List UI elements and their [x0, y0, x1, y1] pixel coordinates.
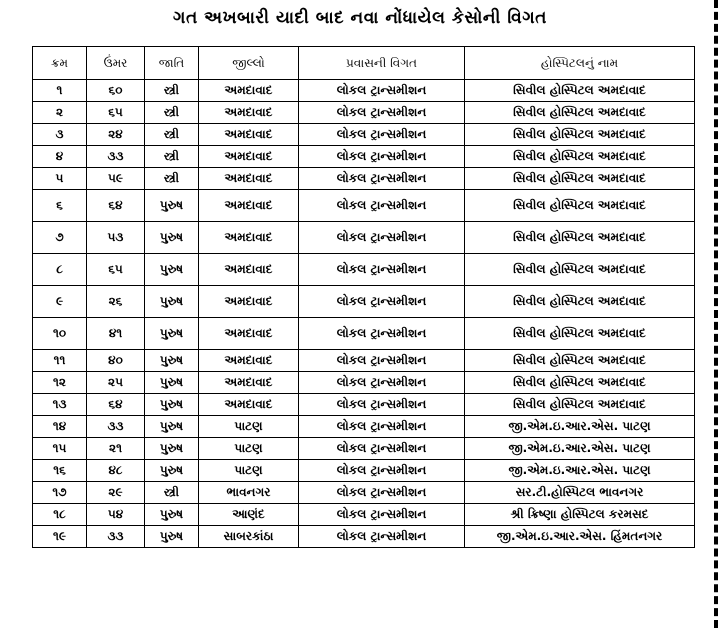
cell-hospital: જી.એમ.ઇ.આર.એસ. હિંમતનગર [465, 526, 695, 548]
header-age: ઉંમર [87, 47, 145, 80]
cell-travel: લોકલ ટ્રાન્સમીશન [299, 190, 465, 222]
cell-age: ૪૦ [87, 350, 145, 372]
cell-travel: લોકલ ટ્રાન્સમીશન [299, 318, 465, 350]
cell-serial: ૧૩ [33, 394, 87, 416]
cell-travel: લોકલ ટ્રાન્સમીશન [299, 254, 465, 286]
cell-age: ૬૪ [87, 394, 145, 416]
table-row [33, 504, 695, 526]
table-row [33, 482, 695, 504]
cell-travel: લોકલ ટ્રાન્સમીશન [299, 124, 465, 146]
cell-gender: પુરુષ [145, 460, 199, 482]
cell-serial: ૮ [33, 254, 87, 286]
cell-hospital: સિવીલ હોસ્પિટલ અમદાવાદ [465, 146, 695, 168]
cell-gender: સ્ત્રી [145, 482, 199, 504]
cell-gender: પુરુષ [145, 438, 199, 460]
table-row [33, 124, 695, 146]
document-title: ગત અખબારી યાદી બાદ નવા નોંધાયેલ કેસોની વિગત [173, 8, 547, 28]
cell-gender: સ્ત્રી [145, 124, 199, 146]
cell-hospital: શ્રી ક્રિષ્ણા હોસ્પિટલ કરમસદ [465, 504, 695, 526]
cell-age: ૩૩ [87, 526, 145, 548]
cell-serial: ૧૬ [33, 460, 87, 482]
table-row [33, 526, 695, 548]
cell-travel: લોકલ ટ્રાન્સમીશન [299, 460, 465, 482]
cell-age: ૬૫ [87, 254, 145, 286]
cell-hospital: સિવીલ હોસ્પિટલ અમદાવાદ [465, 168, 695, 190]
cell-age: ૬૦ [87, 80, 145, 102]
cell-hospital: સિવીલ હોસ્પિટલ અમદાવાદ [465, 80, 695, 102]
cell-hospital: સિવીલ હોસ્પિટલ અમદાવાદ [465, 102, 695, 124]
cell-serial: ૩ [33, 124, 87, 146]
cell-hospital: સિવીલ હોસ્પિટલ અમદાવાદ [465, 372, 695, 394]
table-row [33, 146, 695, 168]
cell-hospital: જી.એમ.ઇ.આર.એસ. પાટણ [465, 460, 695, 482]
cell-serial: ૧૧ [33, 350, 87, 372]
cell-district: સાબરકાંઠા [199, 526, 299, 548]
cell-gender: પુરુષ [145, 190, 199, 222]
cell-hospital: સર.ટી.હોસ્પિટલ ભાવનગર [465, 482, 695, 504]
cell-district: ભાવનગર [199, 482, 299, 504]
cell-district: આણંદ [199, 504, 299, 526]
table-header-row [33, 47, 695, 80]
table-row [33, 222, 695, 254]
cell-hospital: સિવીલ હોસ્પિટલ અમદાવાદ [465, 394, 695, 416]
page-edge-border [714, 0, 718, 628]
cell-travel: લોકલ ટ્રાન્સમીશન [299, 80, 465, 102]
cell-gender: પુરુષ [145, 504, 199, 526]
cell-gender: પુરુષ [145, 222, 199, 254]
cell-gender: પુરુષ [145, 372, 199, 394]
cell-age: ૨૪ [87, 124, 145, 146]
cell-age: ૨૧ [87, 438, 145, 460]
cell-district: અમદાવાદ [199, 394, 299, 416]
header-district: જીલ્લો [199, 47, 299, 80]
table-row [33, 80, 695, 102]
table-row [33, 318, 695, 350]
cell-age: ૫૪ [87, 504, 145, 526]
cell-hospital: જી.એમ.ઇ.આર.એસ. પાટણ [465, 416, 695, 438]
table-row [33, 254, 695, 286]
cell-age: ૬૫ [87, 102, 145, 124]
cell-gender: પુરુષ [145, 254, 199, 286]
cell-age: ૨૫ [87, 372, 145, 394]
cell-serial: ૭ [33, 222, 87, 254]
cell-district: પાટણ [199, 416, 299, 438]
header-serial: ક્રમ [33, 47, 87, 80]
cell-serial: ૧૪ [33, 416, 87, 438]
header-gender: જાતિ [145, 47, 199, 80]
cell-district: અમદાવાદ [199, 80, 299, 102]
cell-district: અમદાવાદ [199, 168, 299, 190]
cell-age: ૫૯ [87, 168, 145, 190]
table-row [33, 394, 695, 416]
cell-serial: ૧૮ [33, 504, 87, 526]
cell-travel: લોકલ ટ્રાન્સમીશન [299, 526, 465, 548]
table-row [33, 438, 695, 460]
cell-gender: સ્ત્રી [145, 168, 199, 190]
cell-hospital: જી.એમ.ઇ.આર.એસ. પાટણ [465, 438, 695, 460]
table-row [33, 372, 695, 394]
cell-travel: લોકલ ટ્રાન્સમીશન [299, 438, 465, 460]
cases-table [32, 46, 695, 548]
cell-district: અમદાવાદ [199, 146, 299, 168]
cell-district: અમદાવાદ [199, 102, 299, 124]
cell-age: ૪૮ [87, 460, 145, 482]
cell-gender: પુરુષ [145, 318, 199, 350]
cell-serial: ૧૫ [33, 438, 87, 460]
cell-age: ૪૧ [87, 318, 145, 350]
cell-travel: લોકલ ટ્રાન્સમીશન [299, 350, 465, 372]
cell-serial: ૧૯ [33, 526, 87, 548]
cell-serial: ૯ [33, 286, 87, 318]
cell-age: ૫૩ [87, 222, 145, 254]
header-travel: પ્રવાસની વિગત [299, 47, 465, 80]
cell-serial: ૬ [33, 190, 87, 222]
cell-hospital: સિવીલ હોસ્પિટલ અમદાવાદ [465, 124, 695, 146]
table-row [33, 286, 695, 318]
table-row [33, 416, 695, 438]
cell-hospital: સિવીલ હોસ્પિટલ અમદાવાદ [465, 350, 695, 372]
cell-travel: લોકલ ટ્રાન્સમીશન [299, 168, 465, 190]
table-row [33, 168, 695, 190]
cell-age: ૨૬ [87, 286, 145, 318]
cell-gender: સ્ત્રી [145, 102, 199, 124]
cell-serial: ૨ [33, 102, 87, 124]
cell-hospital: સિવીલ હોસ્પિટલ અમદાવાદ [465, 286, 695, 318]
table-row [33, 190, 695, 222]
cell-travel: લોકલ ટ્રાન્સમીશન [299, 286, 465, 318]
cell-travel: લોકલ ટ્રાન્સમીશન [299, 482, 465, 504]
cell-age: ૩૩ [87, 416, 145, 438]
cell-gender: પુરુષ [145, 350, 199, 372]
cell-district: પાટણ [199, 438, 299, 460]
cell-serial: ૫ [33, 168, 87, 190]
cell-serial: ૪ [33, 146, 87, 168]
cell-district: અમદાવાદ [199, 222, 299, 254]
cell-district: અમદાવાદ [199, 372, 299, 394]
cell-gender: પુરુષ [145, 526, 199, 548]
cell-district: અમદાવાદ [199, 190, 299, 222]
cell-gender: પુરુષ [145, 394, 199, 416]
cell-travel: લોકલ ટ્રાન્સમીશન [299, 394, 465, 416]
cell-gender: સ્ત્રી [145, 80, 199, 102]
table-row [33, 460, 695, 482]
cell-travel: લોકલ ટ્રાન્સમીશન [299, 504, 465, 526]
cell-travel: લોકલ ટ્રાન્સમીશન [299, 416, 465, 438]
cell-serial: ૧૨ [33, 372, 87, 394]
cell-district: અમદાવાદ [199, 124, 299, 146]
cell-hospital: સિવીલ હોસ્પિટલ અમદાવાદ [465, 190, 695, 222]
cell-travel: લોકલ ટ્રાન્સમીશન [299, 222, 465, 254]
cell-gender: પુરુષ [145, 416, 199, 438]
cell-travel: લોકલ ટ્રાન્સમીશન [299, 102, 465, 124]
cell-age: ૬૪ [87, 190, 145, 222]
cell-hospital: સિવીલ હોસ્પિટલ અમદાવાદ [465, 254, 695, 286]
cell-hospital: સિવીલ હોસ્પિટલ અમદાવાદ [465, 318, 695, 350]
cell-serial: ૧૦ [33, 318, 87, 350]
cell-travel: લોકલ ટ્રાન્સમીશન [299, 146, 465, 168]
cell-district: અમદાવાદ [199, 286, 299, 318]
cell-gender: પુરુષ [145, 286, 199, 318]
cell-age: ૨૯ [87, 482, 145, 504]
table-body [33, 80, 695, 548]
cell-district: પાટણ [199, 460, 299, 482]
cell-district: અમદાવાદ [199, 350, 299, 372]
cell-serial: ૧ [33, 80, 87, 102]
cell-hospital: સિવીલ હોસ્પિટલ અમદાવાદ [465, 222, 695, 254]
cell-district: અમદાવાદ [199, 318, 299, 350]
cell-travel: લોકલ ટ્રાન્સમીશન [299, 372, 465, 394]
cell-age: ૩૩ [87, 146, 145, 168]
cell-gender: સ્ત્રી [145, 146, 199, 168]
cell-serial: ૧૭ [33, 482, 87, 504]
table-row [33, 102, 695, 124]
table-row [33, 350, 695, 372]
header-hospital: હોસ્પિટલનું નામ [465, 47, 695, 80]
cell-district: અમદાવાદ [199, 254, 299, 286]
